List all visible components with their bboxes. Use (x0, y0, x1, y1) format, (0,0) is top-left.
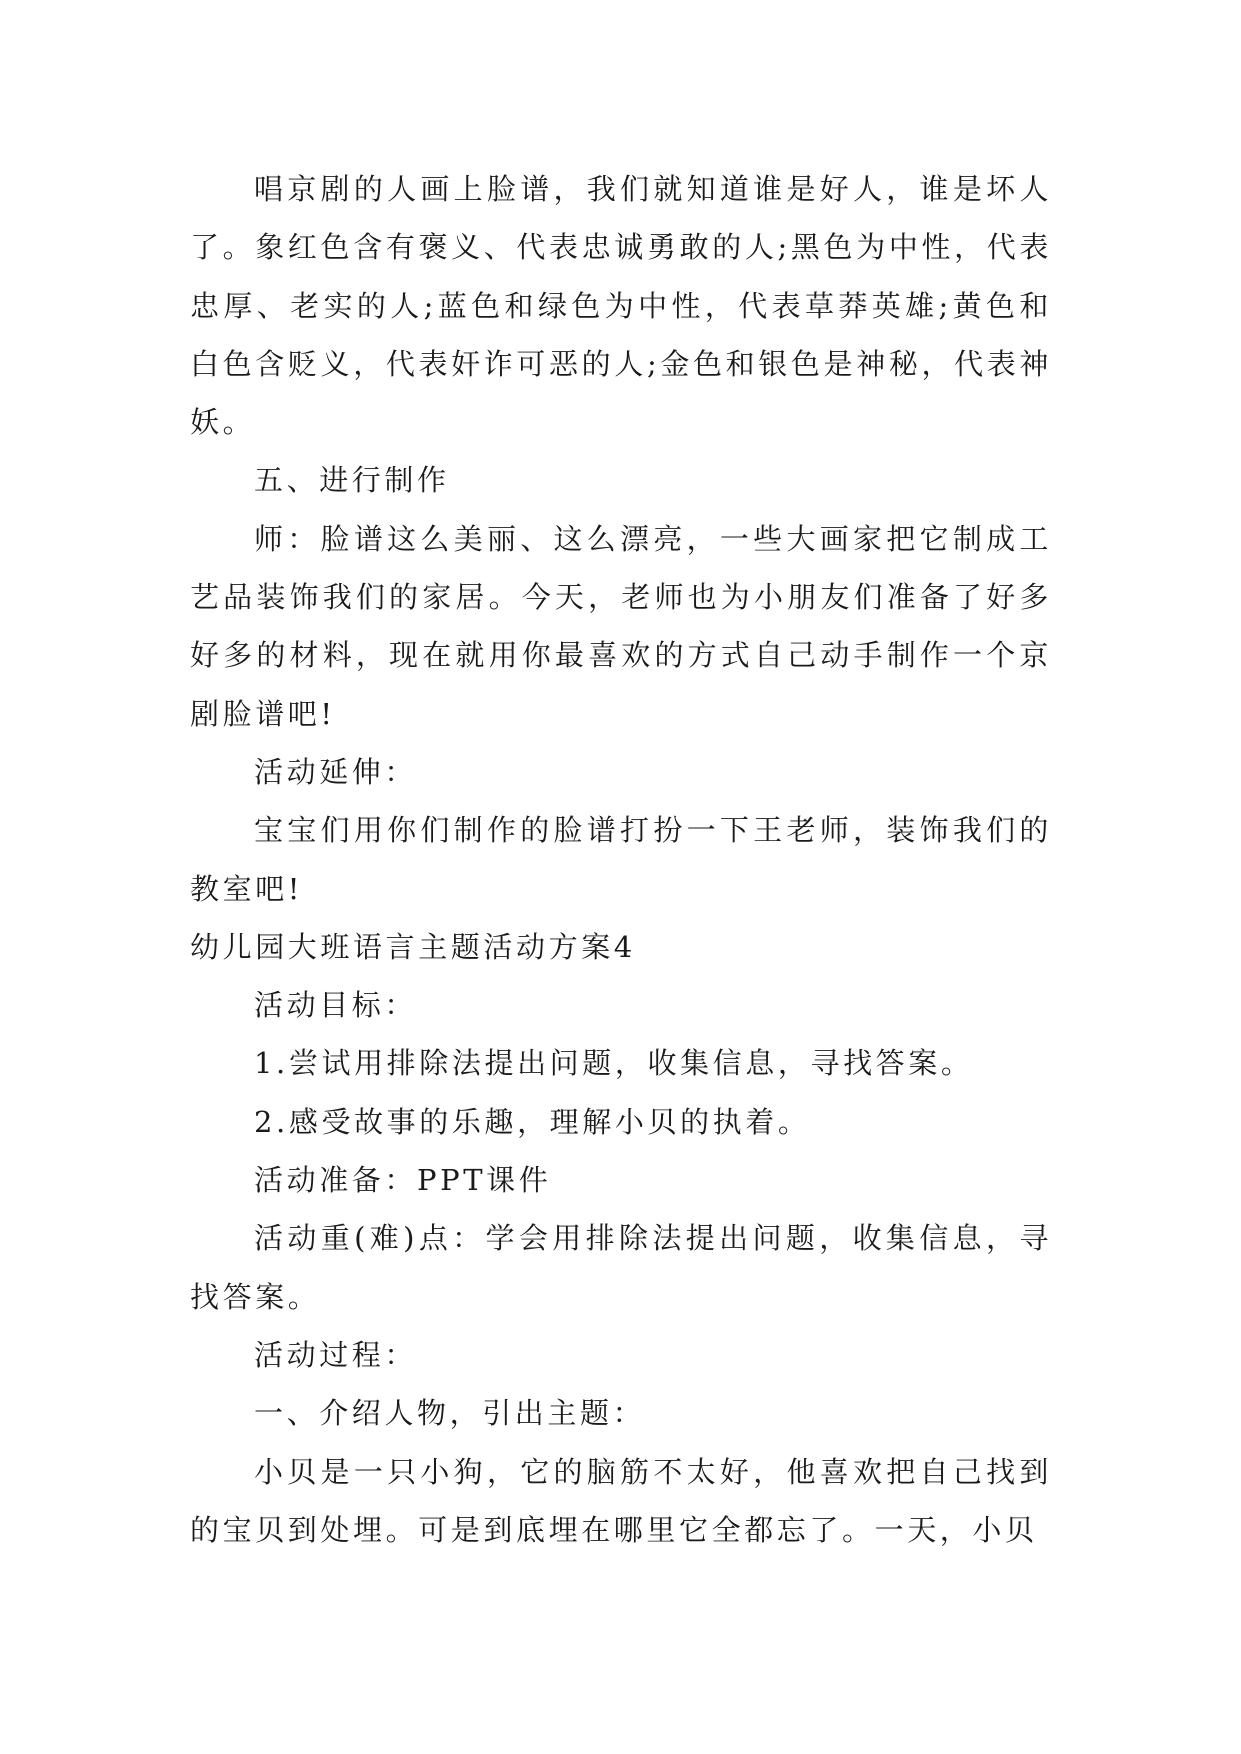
document-body (190, 160, 1052, 1559)
plan-title: 幼儿园大班语言主题活动方案4 (190, 929, 636, 964)
section-heading-make: 五、进行制作 (254, 463, 450, 498)
paragraph-preparation: 活动准备：PPT课件 (254, 1163, 552, 1198)
section-heading-intro: 一、介绍人物，引出主题： (254, 1396, 646, 1431)
paragraph-story-intro: 小贝是一只小狗，它的脑筋不太好，他喜欢把自己找到的宝贝到处埋。可是到底埋在哪里它全都忘了。一天，小贝 (190, 1454, 1052, 1547)
paragraph-facial-makeup-colors: 唱京剧的人画上脸谱，我们就知道谁是好人，谁是坏人了。象红色含有褒义、代表忠诚勇敢的人;黑色为中性，代表忠厚、老实的人;蓝色和绿色为中性，代表草莽英雄;黄色和白色含贬义，代表奸诈可恶的人;金色和银色是神秘，代表神妖。 (190, 172, 1052, 440)
paragraph-extension-activity: 宝宝们用你们制作的脸谱打扮一下王老师，装饰我们的教室吧! (190, 813, 1052, 906)
section-heading-extension: 活动延伸： (254, 754, 418, 789)
goal-item-2: 2.感受故事的乐趣，理解小贝的执着。 (254, 1104, 811, 1139)
paragraph-key-points: 活动重(难)点：学会用排除法提出问题，收集信息，寻找答案。 (190, 1221, 1052, 1314)
section-heading-goals: 活动目标： (254, 988, 418, 1023)
goal-item-1: 1.尝试用排除法提出问题，收集信息，寻找答案。 (254, 1046, 974, 1081)
paragraph-teacher-instruction: 师：脸谱这么美丽、这么漂亮，一些大画家把它制成工艺品装饰我们的家居。今天，老师也为小朋友们准备了好多好多的材料，现在就用你最喜欢的方式自己动手制作一个京剧脸谱吧! (190, 521, 1052, 731)
section-heading-process: 活动过程： (254, 1337, 418, 1372)
